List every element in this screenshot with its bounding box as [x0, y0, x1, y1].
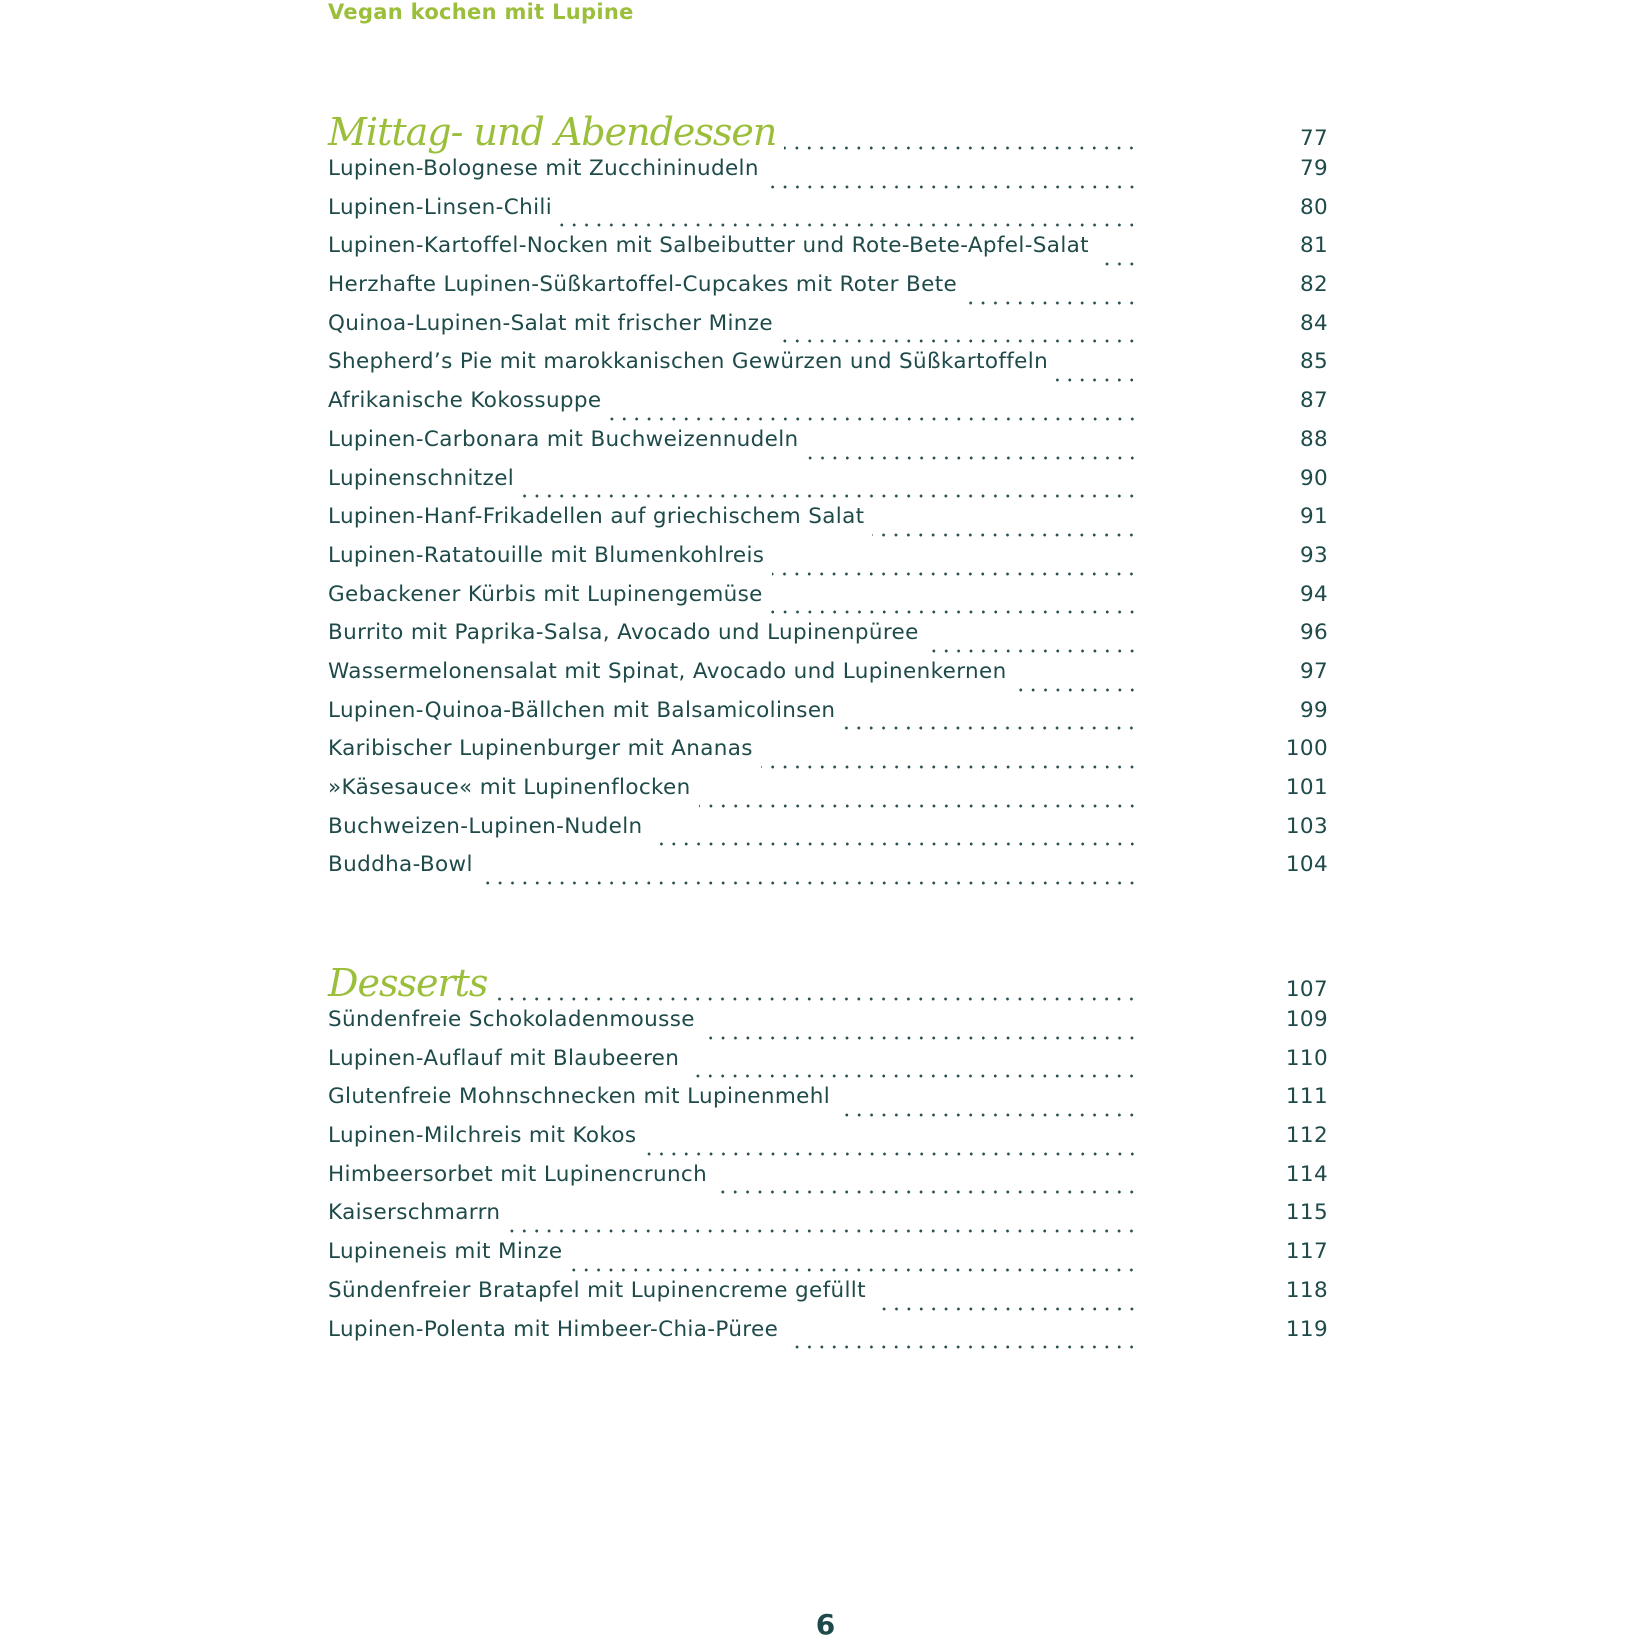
toc-entry-page: 99	[1299, 697, 1328, 723]
toc-entry-title: Himbeersorbet mit Lupinencrunch	[328, 1161, 708, 1187]
dot-leader	[610, 417, 1138, 421]
toc-entry-page: 85	[1299, 349, 1328, 375]
toc-entry-title: Burrito mit Paprika-Salsa, Avocado und Lupinenpüree	[328, 620, 919, 646]
toc-entry[interactable]	[328, 233, 1328, 272]
toc-entry[interactable]	[328, 1123, 1328, 1162]
toc-entry[interactable]	[328, 698, 1328, 737]
toc-entry-page: 97	[1299, 658, 1328, 684]
dot-leader	[522, 494, 1138, 498]
toc-entry-page: 119	[1285, 1316, 1328, 1342]
toc-entry[interactable]	[328, 814, 1328, 853]
toc-entry[interactable]	[328, 1162, 1328, 1201]
dot-leader	[874, 1307, 1138, 1311]
toc-entry[interactable]	[328, 659, 1328, 698]
toc-entry-title: Wassermelonensalat mit Spinat, Avocado und Lupinenkernen	[328, 658, 1007, 684]
toc-entry[interactable]	[328, 311, 1328, 350]
dot-leader	[784, 146, 1138, 150]
dot-leader	[703, 1036, 1138, 1040]
toc-entry[interactable]	[328, 195, 1328, 234]
toc-entry[interactable]	[328, 775, 1328, 814]
toc-entry-title: Lupinen-Auflauf mit Blaubeeren	[328, 1045, 680, 1071]
dot-leader	[872, 533, 1138, 537]
toc-section-heading[interactable]	[328, 961, 1328, 1007]
toc-entry-title: Glutenfreie Mohnschnecken mit Lupinenmehl	[328, 1084, 831, 1110]
dot-leader	[715, 1190, 1138, 1194]
toc-section-heading[interactable]	[328, 110, 1328, 156]
toc-entry-page: 101	[1285, 775, 1328, 800]
toc-entry[interactable]	[328, 543, 1328, 582]
toc-entry[interactable]	[328, 349, 1328, 388]
toc-entry[interactable]	[328, 427, 1328, 466]
dot-leader	[965, 301, 1138, 305]
toc-entry-title: Lupinenschnitzel	[328, 465, 515, 491]
toc-entry-title: Sündenfreier Bratapfel mit Lupinencreme gefüllt	[328, 1277, 866, 1303]
section-heading-title: Desserts	[328, 961, 488, 1005]
toc-entry-title: Lupinen-Linsen-Chili	[328, 194, 553, 220]
toc-entry-page: 84	[1299, 310, 1328, 336]
dot-leader	[651, 842, 1138, 846]
toc-entry-title: Lupinen-Milchreis mit Kokos	[328, 1123, 637, 1149]
toc-entry[interactable]	[328, 852, 1328, 891]
toc-entry[interactable]	[328, 466, 1328, 505]
toc-entry-title: Lupinen-Kartoffel-Nocken mit Salbeibutter und Rote-Bete-Apfel-Salat	[328, 233, 1089, 259]
dot-leader	[1097, 262, 1138, 266]
toc-entry-page: 80	[1299, 194, 1328, 220]
toc-entry[interactable]	[328, 388, 1328, 427]
page-number: 6	[815, 1608, 836, 1641]
toc-entry[interactable]	[328, 1007, 1328, 1046]
toc-entry-page: 81	[1299, 233, 1328, 259]
toc-entry-title: Lupinen-Carbonara mit Buchweizennudeln	[328, 426, 799, 452]
toc-entry-title: Lupineneis mit Minze	[328, 1239, 563, 1265]
section-heading-page: 107	[1285, 977, 1328, 1002]
toc-entry-title: Shepherd’s Pie mit marokkanischen Gewürzen und Süßkartoffeln	[328, 349, 1049, 375]
dot-leader	[786, 1345, 1138, 1349]
toc-entry-page: 96	[1299, 620, 1328, 646]
dot-leader	[570, 1268, 1138, 1272]
toc-entry-title: Lupinen-Polenta mit Himbeer-Chia-Püree	[328, 1316, 779, 1342]
toc-entry[interactable]	[328, 620, 1328, 659]
dot-leader	[771, 610, 1138, 614]
dot-leader	[761, 765, 1138, 769]
toc-entry-page: 90	[1299, 465, 1328, 491]
toc-entry-page: 93	[1299, 542, 1328, 568]
dot-leader	[1015, 688, 1138, 692]
toc-entry-page: 114	[1285, 1161, 1328, 1187]
toc-entry-page: 118	[1285, 1277, 1328, 1303]
toc-entry-page: 103	[1285, 813, 1328, 839]
toc-entry[interactable]	[328, 1200, 1328, 1239]
dot-leader	[560, 223, 1138, 227]
toc-entry[interactable]	[328, 156, 1328, 195]
dot-leader	[495, 997, 1138, 1001]
dot-leader	[508, 1229, 1138, 1233]
toc-entry-page: 88	[1299, 426, 1328, 452]
toc-entry-page: 109	[1285, 1007, 1328, 1032]
toc-section-main-dishes	[328, 110, 1328, 891]
section-heading-page: 77	[1299, 126, 1328, 151]
toc-entry[interactable]	[328, 1084, 1328, 1123]
dot-leader	[687, 1074, 1138, 1078]
toc-entry-title: Buddha-Bowl	[328, 852, 473, 878]
toc-entry-title: Herzhafte Lupinen-Süßkartoffel-Cupcakes mit Roter Bete	[328, 272, 958, 298]
toc-entry-title: Kaiserschmarrn	[328, 1200, 501, 1226]
toc-entry[interactable]	[328, 504, 1328, 543]
toc-entry-page: 100	[1285, 736, 1328, 762]
toc-entry[interactable]	[328, 272, 1328, 311]
dot-leader	[1056, 378, 1138, 382]
dot-leader	[927, 649, 1138, 653]
dot-leader	[481, 881, 1138, 885]
toc-entry-title: Lupinen-Hanf-Frikadellen auf griechischem Salat	[328, 504, 865, 530]
dot-leader	[699, 804, 1138, 808]
toc-entry-page: 115	[1285, 1200, 1328, 1226]
toc-entry-title: Lupinen-Bolognese mit Zucchininudeln	[328, 156, 759, 181]
toc-entry-page: 94	[1299, 581, 1328, 607]
toc-entry-page: 87	[1299, 388, 1328, 414]
dot-leader	[772, 572, 1138, 576]
toc-entry-page: 111	[1285, 1084, 1328, 1110]
toc-entry-title: Lupinen-Quinoa-Bällchen mit Balsamicolinsen	[328, 697, 836, 723]
toc-entry-page: 91	[1299, 504, 1328, 530]
toc-entry-title: Sündenfreie Schokoladenmousse	[328, 1007, 695, 1032]
toc-entry[interactable]	[328, 1046, 1328, 1085]
toc-section-desserts	[328, 961, 1328, 1355]
toc-entry[interactable]	[328, 736, 1328, 775]
toc-entry-title: Quinoa-Lupinen-Salat mit frischer Minze	[328, 310, 773, 336]
toc-entry[interactable]	[328, 1278, 1328, 1317]
toc-entry-page: 82	[1299, 272, 1328, 298]
toc-entry-title: Afrikanische Kokossuppe	[328, 388, 602, 414]
toc-entry[interactable]	[328, 582, 1328, 621]
toc-entry-title: Karibischer Lupinenburger mit Ananas	[328, 736, 753, 762]
running-head: Vegan kochen mit Lupine	[328, 0, 634, 24]
dot-leader	[645, 1152, 1139, 1156]
dot-leader	[807, 456, 1138, 460]
toc-entry-page: 110	[1285, 1045, 1328, 1071]
toc-entry-page: 79	[1299, 156, 1328, 181]
toc-entry-page: 112	[1285, 1123, 1328, 1149]
toc-entry-title: »Käsesauce« mit Lupinenflocken	[328, 775, 691, 800]
toc-entry[interactable]	[328, 1317, 1328, 1356]
toc-entry-title: Buchweizen-Lupinen-Nudeln	[328, 813, 643, 839]
dot-leader	[767, 185, 1138, 189]
dot-leader	[838, 1113, 1138, 1117]
section-heading-title: Mittag- und Abendessen	[328, 110, 777, 154]
dot-leader	[843, 726, 1138, 730]
toc-entry-title: Gebackener Kürbis mit Lupinengemüse	[328, 581, 763, 607]
toc-entry-page: 117	[1285, 1239, 1328, 1265]
dot-leader	[781, 339, 1138, 343]
toc-entry-page: 104	[1285, 852, 1328, 878]
toc-entry[interactable]	[328, 1239, 1328, 1278]
toc-entry-title: Lupinen-Ratatouille mit Blumenkohlreis	[328, 542, 765, 568]
